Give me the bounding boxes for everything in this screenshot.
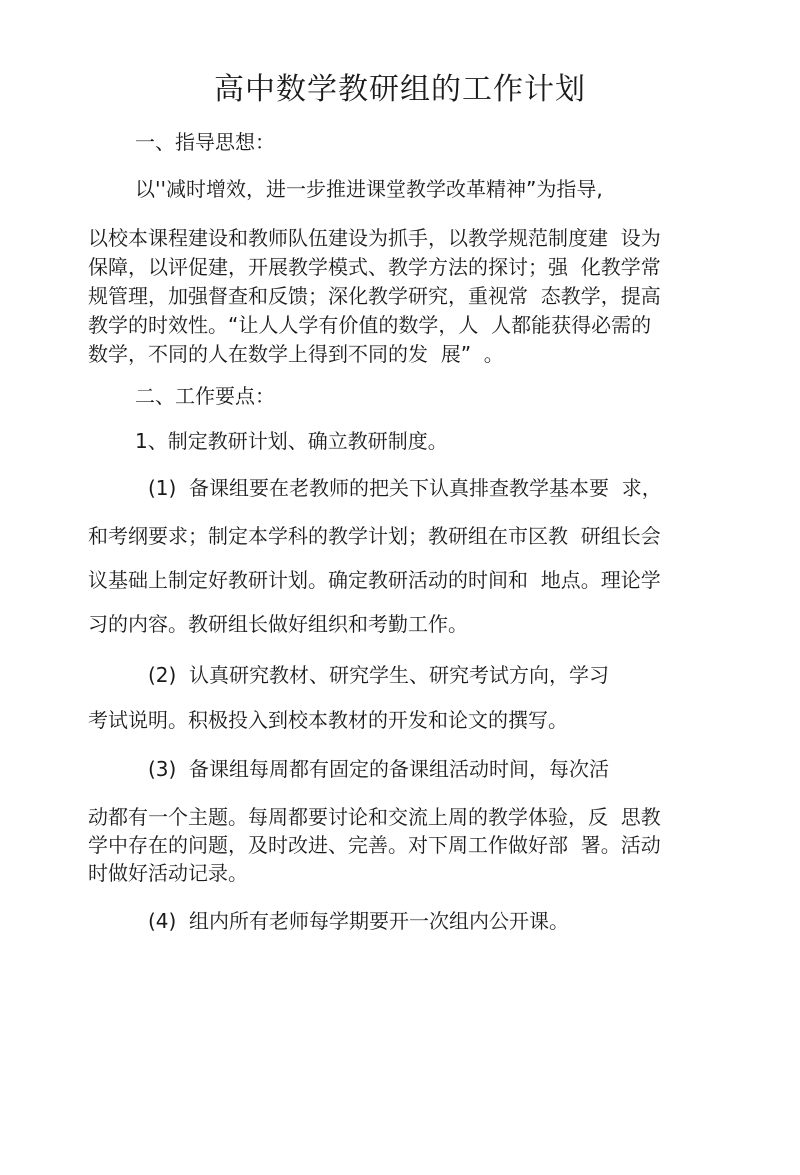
item1-sub1-line-2: 议基础上制定好教研计划。确定教研活动的时间和 地点。理论学 [88, 568, 661, 592]
section1-paragraph-line-2: 保障，以评促建，开展教学模式、教学方法的探讨；强 化教学常 [88, 255, 661, 279]
item1-sub1-lead: (1) 备课组要在老教师的把关下认真排查教学基本要 求， [148, 476, 662, 500]
item1-sub1-line-1: 和考纲要求；制定本学科的教学计划；教研组在市区教 研组长会 [88, 524, 661, 548]
item1-sub3-line-3: 时做好活动记录。 [88, 861, 248, 885]
section2-heading: 二、工作要点： [135, 384, 275, 408]
section1-paragraph-line-5: 数学，不同的人在数学上得到不同的发 展” 。 [88, 342, 504, 366]
section1-paragraph-line-4: 教学的时效性。“让人人学有价值的数学，人 人都能获得必需的 [88, 313, 652, 337]
section1-paragraph-line-1: 以校本课程建设和教师队伍建设为抓手，以教学规范制度建 设为 [88, 226, 661, 250]
section1-paragraph-line-3: 规管理，加强督查和反馈；深化教学研究，重视常 态教学，提高 [88, 284, 661, 308]
item1-sub3-line-1: 动都有一个主题。每周都要讨论和交流上周的教学体验，反 思教 [88, 805, 661, 829]
section1-heading: 一、指导思想： [135, 130, 275, 154]
document-title: 高中数学教研组的工作计划 [214, 72, 586, 107]
item1-sub2-line: 考试说明。积极投入到校本教材的开发和论文的撰写。 [88, 708, 568, 732]
item1-sub3-lead: (3) 备课组每周都有固定的备课组活动时间，每次活 [148, 757, 610, 781]
section1-lead: 以''减时增效，进一步推进课堂教学改革精神”为指导, [135, 177, 603, 201]
item1-heading: 1、制定教研计划、确立教研制度。 [135, 429, 448, 453]
item1-sub1-line-3: 习的内容。教研组长做好组织和考勤工作。 [88, 612, 468, 636]
item1-sub2-lead: (2) 认真研究教材、研究学生、研究考试方向，学习 [148, 663, 610, 687]
item1-sub3-line-2: 学中存在的问题，及时改进、完善。对下周工作做好部 署。活动 [88, 833, 661, 857]
item1-sub4-lead: (4) 组内所有老师每学期要开一次组内公开课。 [148, 909, 570, 933]
